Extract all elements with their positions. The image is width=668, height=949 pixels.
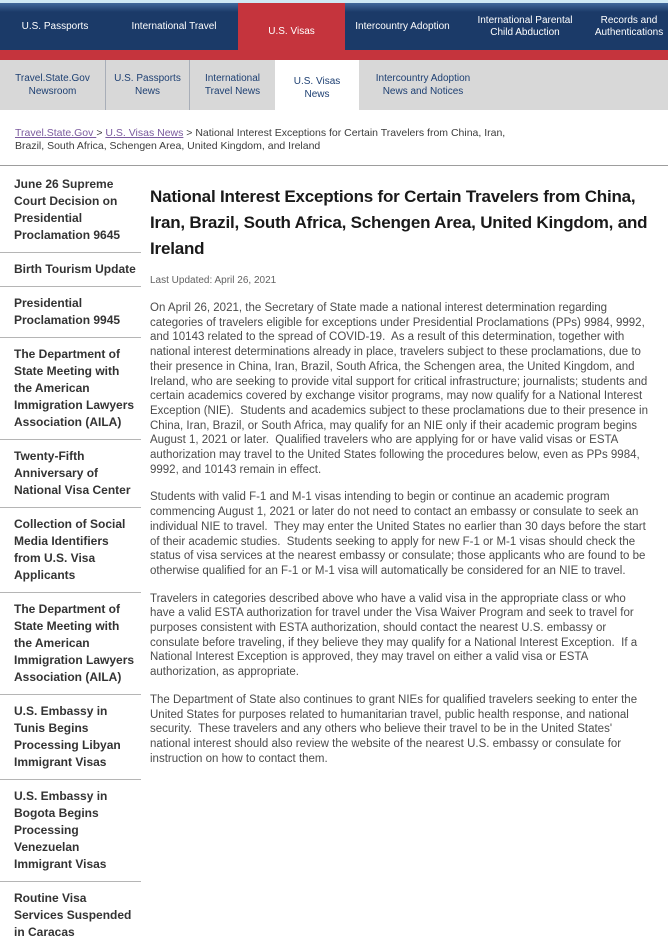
nav-item-intercountry-adoption[interactable]: Intercountry Adoption	[355, 20, 450, 32]
nav-item-records-authentications[interactable]: Records and Authentications	[594, 14, 664, 38]
sidebar-item-nvc-anniversary[interactable]: Twenty-Fifth Anniversary of National Visa Center	[0, 440, 141, 508]
page-title: National Interest Exceptions for Certain Travelers from China, Iran, Brazil, South Africa, Schengen Area, United Kingdom, and Ireland	[150, 187, 648, 258]
nav-item-us-passports[interactable]: U.S. Passports	[21, 20, 89, 32]
tab-intercountry-adoption-news[interactable]: Intercountry Adoption News and Notices	[375, 73, 471, 97]
last-updated-text: Last Updated: April 26, 2021	[150, 275, 277, 286]
breadcrumb-link-us-visas-news[interactable]: U.S. Visas News	[105, 127, 184, 139]
news-sidebar	[0, 166, 141, 949]
sidebar-item-birth-tourism[interactable]: Birth Tourism Update	[0, 253, 141, 287]
nav-item-us-visas[interactable]: U.S. Visas	[238, 3, 345, 60]
tab-us-passports-news[interactable]: U.S. Passports News	[105, 60, 189, 110]
breadcrumb-link-travel-state-gov[interactable]: Travel.State.Gov	[15, 127, 97, 139]
sidebar-item-bogota-venezuelan-visas[interactable]: U.S. Embassy in Bogota Begins Processing Venezuelan Immigrant Visas	[0, 780, 141, 882]
sidebar-item-proclamation-9945[interactable]: Presidential Proclamation 9945	[0, 287, 141, 338]
breadcrumb-separator: >	[183, 127, 196, 139]
article-paragraph-2: Students with valid F-1 and M-1 visas intending to begin or continue an academic program commencing August 1, 2021 or later do not need to contact an embassy or consulate to seek an individual NIE to travel. They may enter the United States no earlier than 30 days before the start of their academic studies. Students seeking to apply for new F-1 or M-1 visas should check the status of visa services at the nearest embassy or consulate; those applicants who are found to be otherwise qualified for an F-1 or M-1 visa will automatically be considered for an NIE to travel.	[150, 491, 650, 577]
tab-us-visas-news[interactable]: U.S. Visas News	[275, 60, 359, 115]
article-paragraph-3: Travelers in categories described above who have a valid visa in the appropriate class or who have a valid ESTA authorization for travel under the Visa Waiver Program and seek to travel for purposes consistent with ESTA authorization, should contact the nearest U.S. embassy or consulate before traveling, if they believe they may qualify for a National Interest Exception. If a National Interest Exception is approved, they may travel on either a valid visa or ESTA authorization, as appropriate.	[150, 592, 641, 679]
sidebar-item-proclamation-9645[interactable]: June 26 Supreme Court Decision on Presidential Proclamation 9645	[0, 168, 141, 253]
sidebar-item-social-media-identifiers[interactable]: Collection of Social Media Identifiers from U.S. Visa Applicants	[0, 508, 141, 593]
primary-navigation	[0, 3, 668, 50]
breadcrumb-separator: >	[96, 127, 106, 139]
tab-international-travel-news[interactable]: International Travel News	[189, 60, 275, 110]
article-content	[141, 166, 668, 779]
sidebar-item-dos-aila-meeting-2[interactable]: The Department of State Meeting with the American Immigration Lawyers Association (AILA)	[0, 593, 141, 695]
sidebar-item-dos-aila-meeting-1[interactable]: The Department of State Meeting with the American Immigration Lawyers Association (AILA)	[0, 338, 141, 440]
tab-travel-state-gov-newsroom[interactable]: Travel.State.Gov Newsroom	[15, 73, 90, 97]
article-paragraph-1: On April 26, 2021, the Secretary of State made a national interest determination regarding categories of travelers eligible for exceptions under Presidential Proclamations (PPs) 9984, 9992, and 10143 related to the spread of COVID-19. As a result of this determination, together with national interest determinations already in place, travelers subject to these proclamations, due to their presence in China, Iran, Brazil, South Africa, the Schengen area, the United Kingdom, and Ireland, who are seeking to provide vital support for critical infrastructure; journalists; students and certain academics covered by exchange visitor programs, may now qualify for a National Interest Exception (NIE). Students and academics subject to these proclamations due to their presence in China, Iran, Brazil, or South Africa, may qualify for an NIE only if their academic program begins August 1, 2021 or later. Qualified travelers who are applying for or have valid visas or ESTA authorization may travel to the United States following the procedures below, even as PPs 9984, 9992, and 10143 remain in effect.	[150, 302, 652, 476]
breadcrumb-current-page: National Interest Exceptions for Certain Travelers from China, Iran, Brazil, South Africa, Schengen Area, United Kingdom, and Ireland	[15, 127, 506, 152]
news-tab-bar	[0, 60, 668, 110]
article-paragraph-4: The Department of State also continues to grant NIEs for qualified travelers seeking to enter the United States for purposes related to humanitarian travel, public health response, and national security. These travelers and any others who believe their travel to be in the United States' national interest should also review the website of the nearest U.S. embassy or consulate for instruction on how to contact them.	[150, 693, 641, 765]
breadcrumb	[0, 110, 668, 153]
sidebar-item-caracas-suspended[interactable]: Routine Visa Services Suspended in Caracas	[14, 891, 132, 939]
nav-item-parental-child-abduction[interactable]: International Parental Child Abduction	[477, 14, 573, 38]
page-body	[0, 166, 668, 949]
sidebar-item-tunis-libyan-visas[interactable]: U.S. Embassy in Tunis Begins Processing Libyan Immigrant Visas	[0, 695, 141, 780]
nav-item-international-travel[interactable]: International Travel	[131, 20, 217, 32]
